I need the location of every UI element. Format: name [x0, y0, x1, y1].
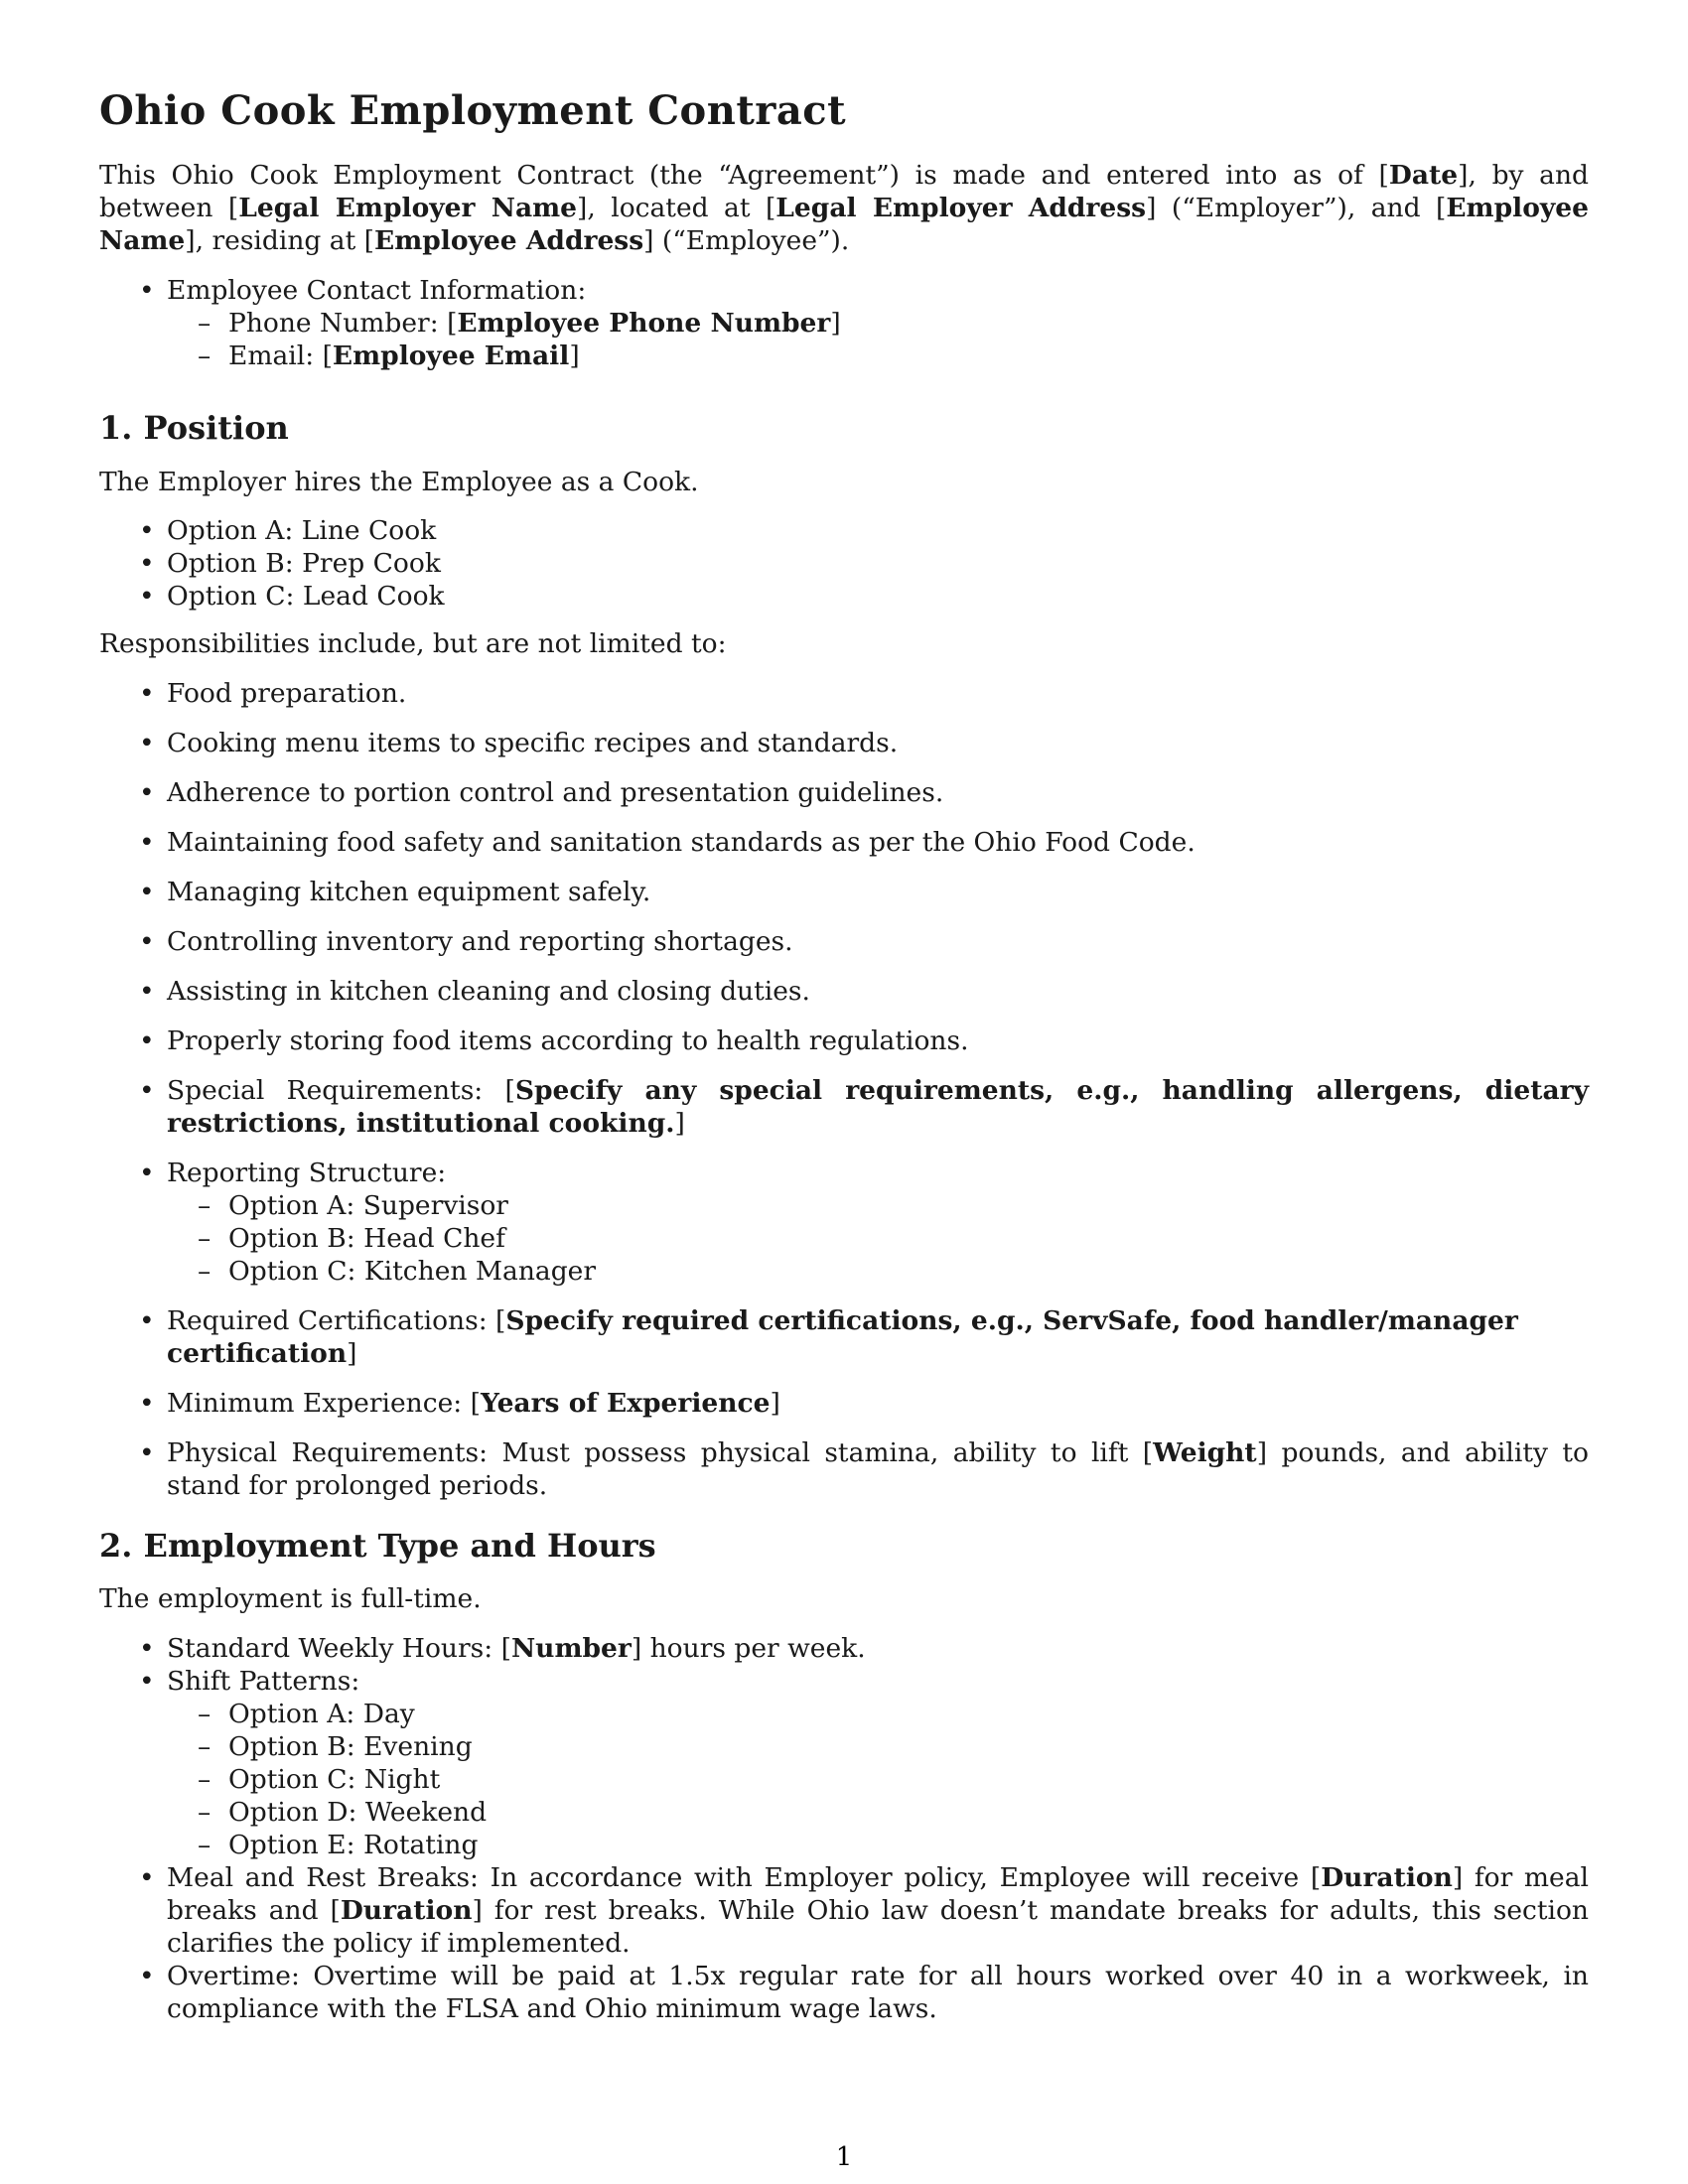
certifications-item: • Required Certifications: [Specify required certifications, e.g., ServSafe, food handler/manager certification]	[99, 1304, 1589, 1370]
shift-option: – Option A: Day	[167, 1698, 1589, 1730]
employer-address-placeholder: Legal Employer Address	[775, 193, 1147, 223]
responsibility-item: • Managing kitchen equipment safely.	[99, 876, 1589, 908]
contact-list	[99, 274, 1589, 372]
position-options-list	[99, 514, 1589, 613]
responsibility-item: • Cooking menu items to specific recipes and standards.	[99, 727, 1589, 759]
intro-paragraph: This Ohio Cook Employment Contract (the “Agreement”) is made and entered into as of [Date], by and between [Legal Employer Name], located at [Legal Employer Address] (“Employer”), and [Employee Name], residing at [Employee Address] (“Employee”).	[99, 160, 1590, 256]
rest-duration-placeholder: Duration	[340, 1895, 473, 1926]
section-1-lead: The Employer hires the Employee as a Cook.	[99, 467, 699, 497]
employer-name-placeholder: Legal Employer Name	[238, 193, 578, 223]
section-2-heading: 2. Employment Type and Hours	[99, 1527, 656, 1565]
responsibilities-list	[99, 677, 1589, 1519]
certifications-placeholder: Specify required certifications, e.g., ServSafe, food handler/manager certification	[167, 1305, 1518, 1369]
reporting-option: – Option C: Kitchen Manager	[167, 1255, 1589, 1288]
employee-address-placeholder: Employee Address	[374, 225, 644, 256]
special-requirements-item: • Special Requirements: [Specify any special requirements, e.g., handling allergens, dietary restrictions, institutional cooking.]	[99, 1074, 1589, 1140]
special-requirements-placeholder: Specify any special requirements, e.g., handling allergens, dietary restrictions, institutional cooking.	[167, 1075, 1589, 1139]
responsibility-item: • Assisting in kitchen cleaning and closing duties.	[99, 975, 1589, 1008]
document-page	[99, 0, 1589, 2184]
reporting-option: – Option B: Head Chef	[167, 1222, 1589, 1255]
reporting-options-list	[167, 1189, 1589, 1288]
weight-placeholder: Weight	[1153, 1437, 1257, 1468]
responsibility-item: • Maintaining food safety and sanitation standards as per the Ohio Food Code.	[99, 826, 1589, 859]
shift-option: – Option B: Evening	[167, 1730, 1589, 1763]
experience-item: • Minimum Experience: [Years of Experience]	[99, 1387, 1589, 1420]
document-title: Ohio Cook Employment Contract	[99, 87, 847, 134]
phone-line: – Phone Number: [Employee Phone Number]	[167, 307, 1589, 340]
responsibility-item: • Adherence to portion control and presentation guidelines.	[99, 776, 1589, 809]
responsibility-item: • Properly storing food items according to health regulations.	[99, 1024, 1589, 1057]
physical-requirements-item: • Physical Requirements: Must possess physical stamina, ability to lift [Weight] pounds, and ability to stand for prolonged periods.	[99, 1436, 1589, 1502]
hours-list	[99, 1632, 1589, 2025]
date-placeholder: Date	[1388, 160, 1459, 191]
position-option: • Option C: Lead Cook	[99, 580, 1589, 613]
shift-option: – Option C: Night	[167, 1763, 1589, 1796]
position-option: • Option A: Line Cook	[99, 514, 1589, 547]
page-number: 1	[835, 2142, 853, 2172]
shift-options-list	[167, 1698, 1589, 1861]
email-placeholder: Employee Email	[332, 341, 570, 371]
overtime-item: • Overtime: Overtime will be paid at 1.5x regular rate for all hours worked over 40 in a workweek, in compliance with the FLSA and Ohio minimum wage laws.	[99, 1960, 1589, 2025]
responsibility-item: • Controlling inventory and reporting shortages.	[99, 925, 1589, 958]
responsibilities-lead: Responsibilities include, but are not limited to:	[99, 628, 727, 659]
reporting-option: – Option A: Supervisor	[167, 1189, 1589, 1222]
shift-option: – Option E: Rotating	[167, 1829, 1589, 1861]
email-line: – Email: [Employee Email]	[167, 340, 1589, 372]
breaks-item: • Meal and Rest Breaks: In accordance with Employer policy, Employee will receive [Duration] for meal breaks and [Duration] for rest breaks. While Ohio law doesn’t mandate breaks for adults, this section clarifies the policy if implemented.	[99, 1861, 1589, 1960]
position-option: • Option B: Prep Cook	[99, 547, 1589, 580]
reporting-structure-item: • Reporting Structure: – Option A: Supervisor – Option B: Head Chef – Option C: Kitchen Manager	[99, 1157, 1589, 1288]
weekly-hours-item: • Standard Weekly Hours: [Number] hours per week.	[99, 1632, 1589, 1665]
hours-placeholder: Number	[510, 1633, 632, 1664]
contact-item: • Employee Contact Information: – Phone Number: [Employee Phone Number] – Email: [Employee Email]	[99, 274, 1589, 372]
experience-placeholder: Years of Experience	[480, 1388, 771, 1419]
employee-name-placeholder: Employee Name	[99, 193, 1589, 256]
section-1-heading: 1. Position	[99, 409, 289, 447]
shift-patterns-item: • Shift Patterns: – Option A: Day – Option B: Evening – Option C: Night – Option D: Weekend – Option E: Rotating	[99, 1665, 1589, 1861]
section-2-lead: The employment is full-time.	[99, 1583, 482, 1614]
contact-sublist	[167, 307, 1589, 372]
phone-placeholder: Employee Phone Number	[457, 308, 831, 339]
shift-option: – Option D: Weekend	[167, 1796, 1589, 1829]
responsibility-item: • Food preparation.	[99, 677, 1589, 710]
meal-duration-placeholder: Duration	[1321, 1862, 1453, 1893]
